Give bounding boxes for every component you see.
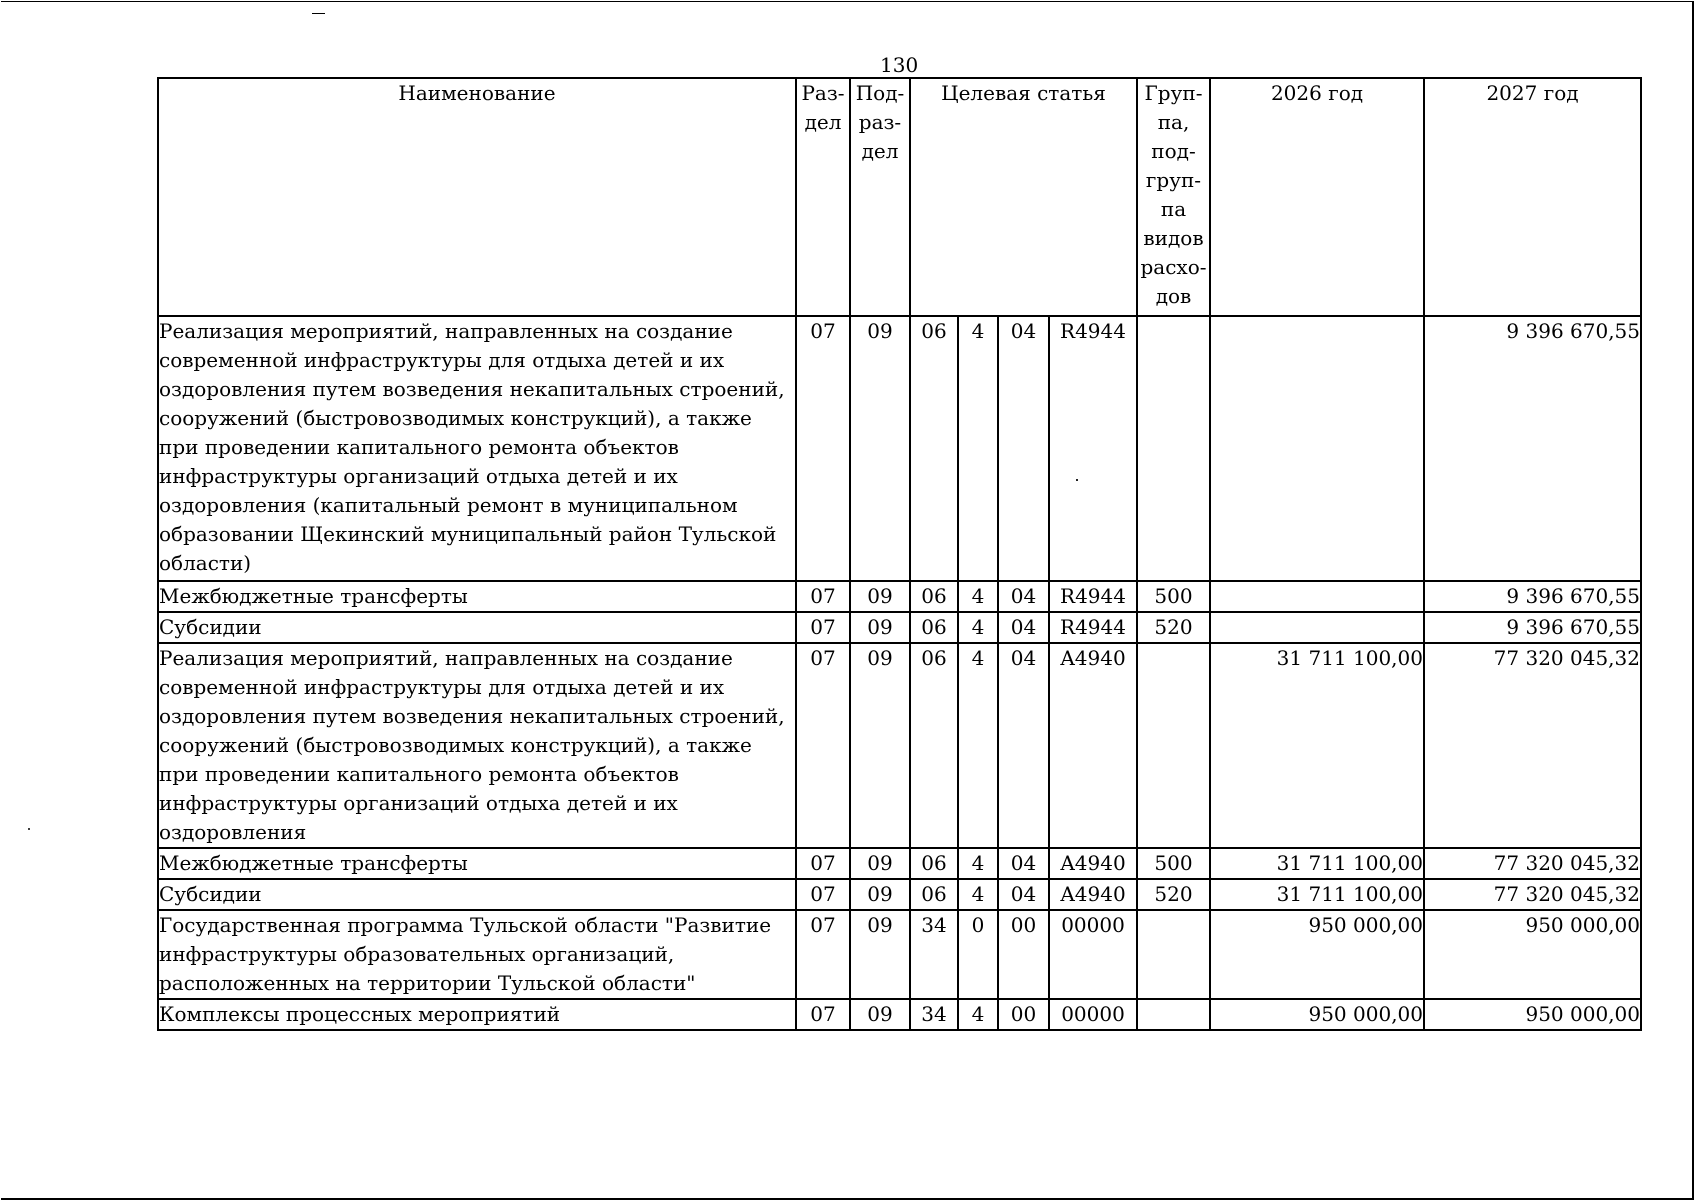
- row-target-type: 4: [958, 581, 998, 612]
- header-target-article: Целевая статья: [910, 78, 1137, 316]
- row-target-type: 4: [958, 848, 998, 879]
- row-target-subprogram: 04: [998, 581, 1049, 612]
- row-expense-group: 500: [1137, 848, 1210, 879]
- row-amount-2027: 9 396 670,55: [1424, 581, 1641, 612]
- row-amount-2027: 9 396 670,55: [1424, 612, 1641, 643]
- row-amount-2027: 77 320 045,32: [1424, 848, 1641, 879]
- table-row: [158, 910, 1641, 999]
- scan-dot: [28, 828, 30, 830]
- row-section: 07: [796, 316, 850, 581]
- row-name: Комплексы процессных мероприятий: [158, 999, 796, 1030]
- row-subsection: 09: [850, 612, 910, 643]
- row-target-program: 06: [910, 612, 958, 643]
- row-subsection: 09: [850, 848, 910, 879]
- row-target-subprogram: 04: [998, 848, 1049, 879]
- row-amount-2027: 77 320 045,32: [1424, 643, 1641, 848]
- page-number: 130: [880, 53, 919, 77]
- row-amount-2027: 77 320 045,32: [1424, 879, 1641, 910]
- row-target-direction: R4944: [1049, 316, 1137, 581]
- row-amount-2026: 31 711 100,00: [1210, 879, 1424, 910]
- row-amount-2027: 950 000,00: [1424, 910, 1641, 999]
- row-target-program: 34: [910, 999, 958, 1030]
- row-section: 07: [796, 879, 850, 910]
- row-amount-2027: 950 000,00: [1424, 999, 1641, 1030]
- row-name: Субсидии: [158, 879, 796, 910]
- row-expense-group: [1137, 643, 1210, 848]
- row-expense-group: 520: [1137, 612, 1210, 643]
- row-section: 07: [796, 848, 850, 879]
- row-name: Государственная программа Тульской области "Развитие инфраструктуры образовательных организаций, расположенных на территории Тульской области": [158, 910, 796, 999]
- row-target-subprogram: 00: [998, 910, 1049, 999]
- row-name: Реализация мероприятий, направленных на создание современной инфраструктуры для отдыха детей и их оздоровления путем возведения некапитальных строений, сооружений (быстровозводимых конструкций), а также при проведении капитального ремонта объектов инфраструктуры организаций отдыха детей и их оздоровления: [158, 643, 796, 848]
- row-section: 07: [796, 581, 850, 612]
- table-row: [158, 316, 1641, 581]
- row-subsection: 09: [850, 879, 910, 910]
- row-target-subprogram: 00: [998, 999, 1049, 1030]
- row-expense-group: 500: [1137, 581, 1210, 612]
- row-target-type: 0: [958, 910, 998, 999]
- row-subsection: 09: [850, 910, 910, 999]
- row-amount-2026: 950 000,00: [1210, 910, 1424, 999]
- row-section: 07: [796, 612, 850, 643]
- header-expense-group: Груп- па, под- груп- па видов расхо- дов: [1137, 78, 1210, 316]
- header-year-2027: 2027 год: [1424, 78, 1641, 316]
- header-section: Раз- дел: [796, 78, 850, 316]
- row-amount-2027: 9 396 670,55: [1424, 316, 1641, 581]
- table-row: [158, 581, 1641, 612]
- row-target-direction: 00000: [1049, 999, 1137, 1030]
- row-target-direction: 00000: [1049, 910, 1137, 999]
- row-name: Субсидии: [158, 612, 796, 643]
- row-subsection: 09: [850, 643, 910, 848]
- row-target-program: 06: [910, 879, 958, 910]
- row-target-direction: A4940: [1049, 879, 1137, 910]
- table-row: [158, 879, 1641, 910]
- scan-mark: [312, 13, 325, 14]
- row-amount-2026: 31 711 100,00: [1210, 848, 1424, 879]
- row-expense-group: 520: [1137, 879, 1210, 910]
- row-target-program: 06: [910, 848, 958, 879]
- table-row: [158, 612, 1641, 643]
- row-target-type: 4: [958, 316, 998, 581]
- header-subsection: Под- раз- дел: [850, 78, 910, 316]
- table-row: [158, 643, 1641, 848]
- row-amount-2026: [1210, 581, 1424, 612]
- row-target-program: 06: [910, 316, 958, 581]
- row-subsection: 09: [850, 581, 910, 612]
- row-expense-group: [1137, 316, 1210, 581]
- row-name: Межбюджетные трансферты: [158, 848, 796, 879]
- row-target-type: 4: [958, 612, 998, 643]
- row-subsection: 09: [850, 316, 910, 581]
- header-name: Наименование: [158, 78, 796, 316]
- header-year-2026: 2026 год: [1210, 78, 1424, 316]
- row-target-direction: R4944: [1049, 581, 1137, 612]
- row-target-program: 06: [910, 643, 958, 848]
- row-amount-2026: 31 711 100,00: [1210, 643, 1424, 848]
- row-target-direction: R4944: [1049, 612, 1137, 643]
- row-target-type: 4: [958, 999, 998, 1030]
- row-target-type: 4: [958, 643, 998, 848]
- row-target-type: 4: [958, 879, 998, 910]
- header-row: [158, 78, 1641, 316]
- row-target-direction: A4940: [1049, 643, 1137, 848]
- table-row: [158, 999, 1641, 1030]
- row-amount-2026: [1210, 316, 1424, 581]
- row-section: 07: [796, 910, 850, 999]
- row-target-subprogram: 04: [998, 612, 1049, 643]
- row-section: 07: [796, 643, 850, 848]
- row-target-subprogram: 04: [998, 643, 1049, 848]
- table-row: [158, 848, 1641, 879]
- row-subsection: 09: [850, 999, 910, 1030]
- row-target-program: 34: [910, 910, 958, 999]
- row-name: Межбюджетные трансферты: [158, 581, 796, 612]
- row-target-subprogram: 04: [998, 879, 1049, 910]
- row-name: Реализация мероприятий, направленных на создание современной инфраструктуры для отдыха детей и их оздоровления путем возведения некапитальных строений, сооружений (быстровозводимых конструкций), а также при проведении капитального ремонта объектов инфраструктуры организаций отдыха детей и их оздоровления (капитальный ремонт в муниципальном образовании Щекинский муниципальный район Тульской области): [158, 316, 796, 581]
- row-amount-2026: [1210, 612, 1424, 643]
- row-target-program: 06: [910, 581, 958, 612]
- row-section: 07: [796, 999, 850, 1030]
- row-amount-2026: 950 000,00: [1210, 999, 1424, 1030]
- row-target-subprogram: 04: [998, 316, 1049, 581]
- row-target-direction: A4940: [1049, 848, 1137, 879]
- row-expense-group: [1137, 910, 1210, 999]
- row-expense-group: [1137, 999, 1210, 1030]
- budget-table: [157, 77, 1642, 1031]
